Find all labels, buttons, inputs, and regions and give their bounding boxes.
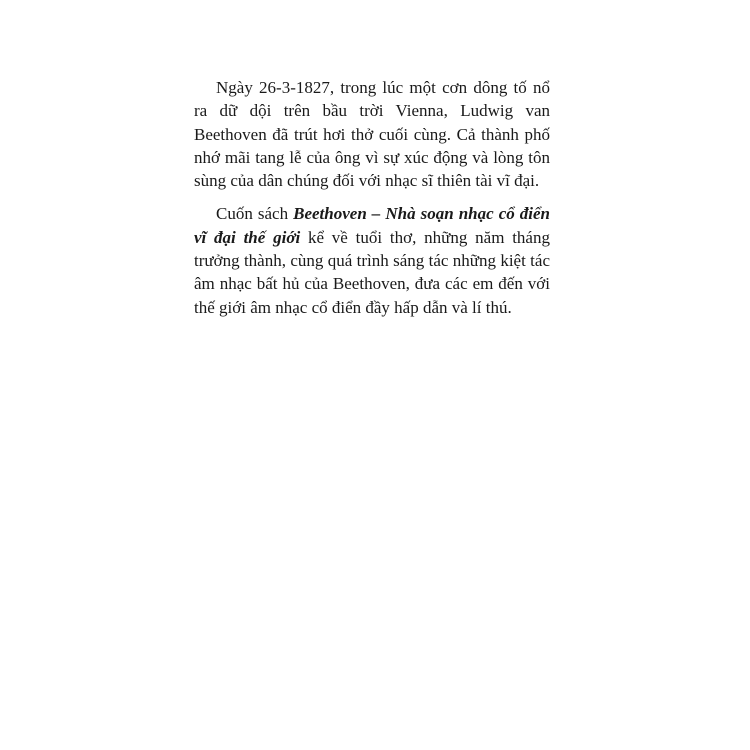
body-text (194, 76, 550, 319)
paragraph-book-description (194, 202, 550, 318)
paragraph-continuation: kể về tuổi thơ, những năm tháng trưởng thành, cùng quá trình sáng tác những kiệt tác âm nhạc bất hủ của Beethoven, đưa các em đến với thế giới âm nhạc cổ điển đầy hấp dẫn và lí thú. (194, 227, 550, 317)
paragraph-beethoven-death: Ngày 26-3-1827, trong lúc một cơn dông tố nổ ra dữ dội trên bầu trời Vienna, Ludwig van Beethoven đã trút hơi thở cuối cùng. Cả thành phố nhớ mãi tang lễ của ông vì sự xúc động và lòng tôn sùng của dân chúng đối với nhạc sĩ thiên tài vĩ đại. (194, 78, 550, 191)
paragraph-intro: Cuốn sách (216, 204, 294, 224)
book-title: Beethoven – Nhà soạn nhạc cổ điển vĩ đại thế giới (194, 204, 551, 247)
